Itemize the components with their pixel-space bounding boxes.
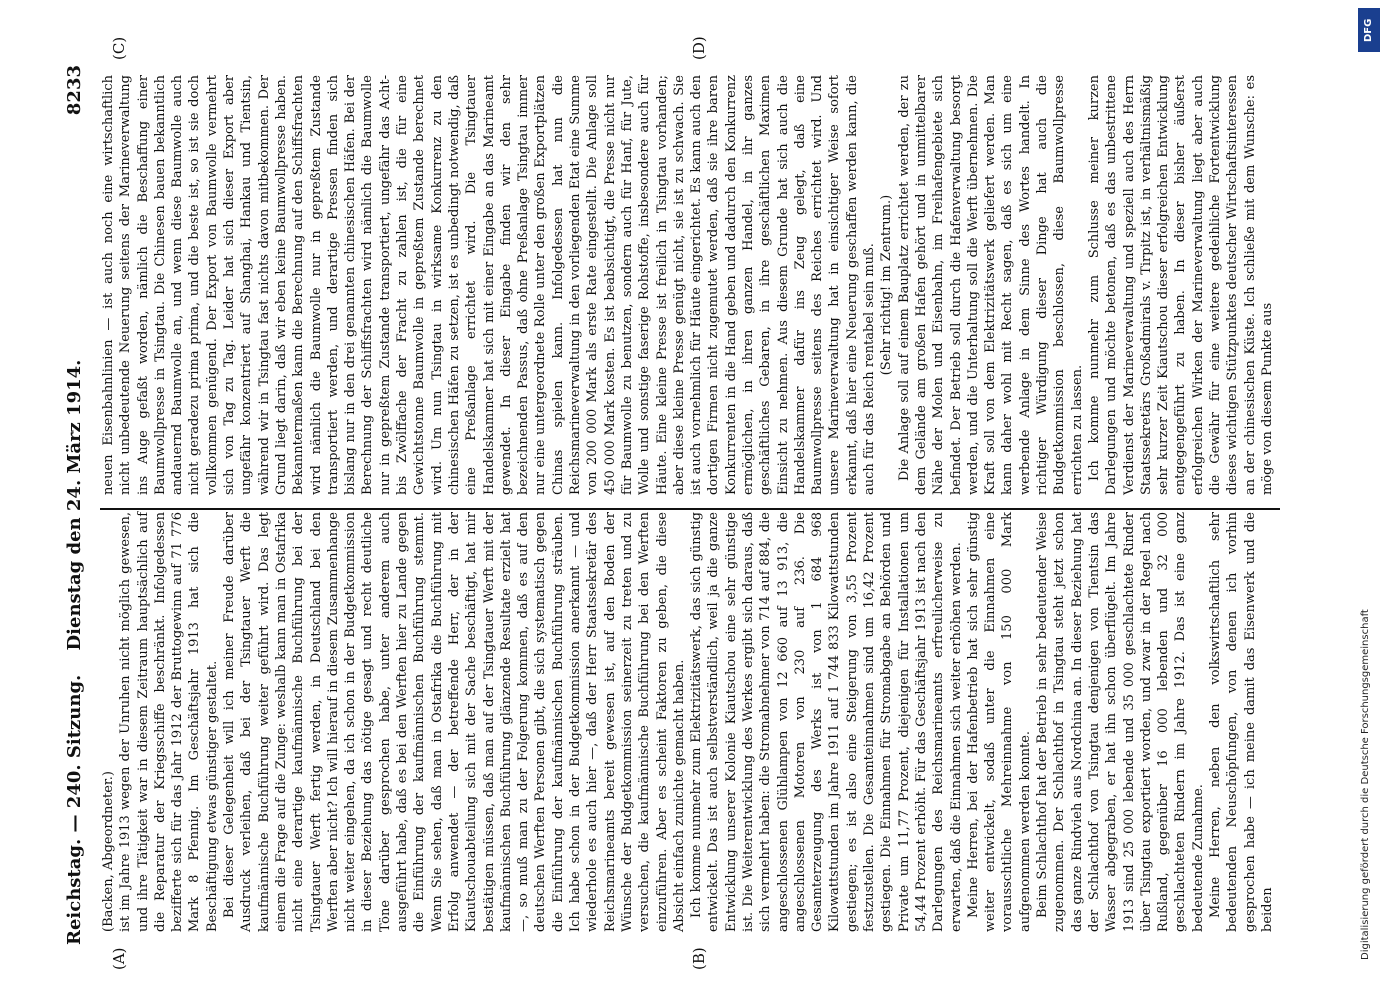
page-header <box>60 65 94 945</box>
page-number: 8233 <box>64 65 85 116</box>
left-column <box>100 512 1275 932</box>
paragraph: Ich komme nunmehr zum Elektrizitätswerk, das sich günstig entwickelt. Das ist auch selbstverständlich, weil ja die ganze Entwicklung unserer Kolonie Kiautschou eine sehr günstige ist. Die Weiterentwicklung des Werkes ergibt sich daraus, daß sich vermehrt haben: die Stromabnehmer von 714 auf 884, die angeschlossenen Glühlampen von 12 660 auf 13 913, die angeschlossenen Motoren von 230 auf 236. Die Gesamterzeugung des Werks ist von 1 684 968 Kilowattstunden im Jahre 1911 auf 1 744 833 Kilowattstunden gestiegen; es ist also eine Steigerung von 3,55 Prozent festzustellen. Die Gesamteinnahmen sind um 16,42 Prozent gestiegen. Die Einnahmen für Stromabgabe an Behörden und Private um 11,77 Prozent, diejenigen für Installationen um 54,44 Prozent erhöht. Für das Geschäftsjahr 1913 ist nach den Darlegungen des Reichsmarineamts erfreulicherweise zu erwarten, daß die Einnahmen sich weiter erhöhen werden. <box>689 512 964 932</box>
right-column <box>100 75 1275 495</box>
right-margin-strip <box>1352 0 1383 1000</box>
paragraph: ist im Jahre 1913 wegen der Unruhen nicht möglich gewesen, und ihre Tätigkeit war in diesem Zeitraum hauptsächlich auf die Reparatur der Kriegsschiffe beschränkt. Infolgedessen bezifferte sich für das Jahr 1912 der Bruttogewinn auf 71 776 Mark 8 Pfennig. Im Geschäftsjahr 1913 hat sich die Beschäftigung etwas günstiger gestaltet. <box>118 512 220 932</box>
paragraph: Ich komme nunmehr zum Schlusse meiner kurzen Darlegungen und möchte betonen, daß es das unbestrittene Verdienst der Marineverwaltung und speziell auch des Herrn Staatssekretärs Großadmirals v. Tirpitz ist, in verhältnismäßig sehr kurzer Zeit Kiautschou dieser erfolgreichen Entwicklung entgegengeführt zu haben. In dieser bisher äußerst erfolgreichen Wirken der Marineverwaltung liegt aber auch die Gewähr für eine weitere gedeihliche Fortentwicklung dieses wichtigen Stützpunktes deutscher Wirtschaftsinteressen an der chinesischen Küste. Ich schließe mit dem Wunsche: es möge von diesem Punkte aus <box>1086 75 1275 495</box>
speaker-line: (Backen, Abgeordneter.) <box>101 771 116 932</box>
paragraph: neuen Eisenbahnlinien — ist auch noch eine wirtschaftlich nicht unbedeutende Neuerung seitens der Marineverwaltung ins Auge gefaßt worden, nämlich die Beschaffung einer Baumwollpresse in Tsingtau. Die Chinesen bauen bekanntlich andauernd Baumwolle an, und wenn diese Baumwolle auch nicht geradezu prima prima, und die beste ist, so ist sie doch vollkommen genügend. Der Export von Baumwolle vermehrt sich von Tag zu Tag. Leider hat sich dieser Export aber ungefähr konzentriert auf Shanghai, Hankau und Tientsin, während wir in Tsingtau fast nichts davon mitbekommen. Der Grund liegt darin, daß wir eben keine Baumwollpresse haben. Bekanntermaßen kann die Berechnung auf den Schiffsfrachten wird nämlich die Baumwolle nur in gepreßtem Zustande transportiert werden, und derartige Pressen finden sich bislang nur in den drei genannten chinesischen Häfen. Bei der Berechnung der Schiffsfrachten wird nämlich die Baumwolle nur in gepreßtem Zustande transportiert, ungefähr das Acht- bis Zwölffache der Fracht zu zahlen ist, die für eine Gewichtstonne Baumwolle in gepreßtem Zustande berechnet wird. Um nun Tsingtau in wirksame Konkurrenz zu den chinesischen Häfen zu setzen, ist es unbedingt notwendig, daß eine Preßanlage errichtet wird. Die Tsingtauer Handelskammer hat sich mit einer Eingabe an das Marineamt gewendet. In dieser Eingabe finden wir den sehr bezeichnenden Passus, daß ohne Preßanlage Tsingtau immer nur eine untergeordnete Rolle unter den großen Exportplätzen Chinas spielen kann. Infolgedessen hat nun die Reichsmarineverwaltung in den vorliegenden Etat eine Summe von 200 000 Mark als erste Rate eingestellt. Die Anlage soll 450 000 Mark kosten. Es ist beabsichtigt, die Presse nicht nur für Baumwolle zu benutzen, sondern auch für Hanf, für Jute, Wolle und sonstige faserige Rohstoffe, insbesondere auch für Häute. Eine kleine Presse ist freilich in Tsingtau vorhanden; aber diese kleine Presse genügt nicht, sie ist zu schwach. Sie ist auch vornehmlich für Häute eingerichtet. Es kann auch den dortigen Firmen nicht zugemutet werden, daß sie ihre baren Konkurrenten in die Hand geben und dadurch den Konkurrenz ermöglichen, in ihren ganzen Handel, in ihr ganzes geschäftliches Gebaren, in ihre geschäftlichen Maximen Einsicht zu nehmen. Aus diesem Grunde hat sich auch die Handelskammer dafür ins Zeug gelegt, daß eine Baumwollpresse seitens des Reiches errichtet wird. Und unsere Marineverwaltung hat in einsichtiger Weise sofort erkannt, daß hier eine Neuerung geschaffen werden kann, die auch für das Reich rentabel sein muß. <box>101 75 878 495</box>
header-date: Dienstag den 24. März 1914. <box>64 359 85 651</box>
margin-marker-a: (A) <box>110 947 128 970</box>
margin-marker-d: (D) <box>690 36 708 60</box>
paragraph: Bei dieser Gelegenheit will ich meiner Freude darüber Ausdruck verleihen, daß bei der Tsingtauer Werft die kaufmännische Buchführung weiter geführt wird. Das legt einem die Frage auf die Zunge: weshalb kann man in Ostafrika nicht eine derartige kaufmännische Buchführung bei der Tsingtauer Werft fertig werden, in Deutschland bei den Werften aber nicht? Ich will hierauf in diesem Zusammenhange nicht weiter eingehen, da ich schon in der Budgetkommission in dieser Beziehung das nötige gesagt und recht deutliche Töne darüber gesprochen habe, unter anderem auch ausgeführt habe, daß es bei den Werften hier zu Lande gegen die Einführung der kaufmännischen Buchführung stemmt. Wenn Sie sehen, daß man in Ostafrika die Buchführung mit Erfolg anwendet — der betreffende Herr, der in der Kiautschouabteilung sich mit der Sache beschäftigt, hat mir bestätigen müssen, daß man auf der Tsingtauer Werft mit der kaufmännischen Buchführung glänzende Resultate erzielt hat —, so muß man zu der Folgerung kommen, daß es auf den deutschen Werften Personen gibt, die sich systematisch gegen die Einführung der kaufmännischen Buchführung sträuben. Ich habe schon in der Budgetkommission anerkannt — und wiederhole es auch hier —, daß der Herr Staatssekretär des Reichsmarineamts bereit gewesen ist, auf den Boden der Wünsche der Budgetkommission seinerzeit zu treten und zu versuchen, die kaufmännische Buchführung bei den Werften einzuführen. Aber es scheint Faktoren zu geben, die diese Absicht einfach zunichte gemacht haben. <box>222 512 687 932</box>
margin-marker-c: (C) <box>110 36 128 60</box>
paragraph: Meine Herren, bei der Hafenbetrieb hat sich sehr günstig weiter entwickelt, sodaß unter die Einnahmen eine vorausschtliche Mehreinnahme von 150 000 Mark aufgenommen werden konnte. <box>965 512 1033 932</box>
digitization-credit: Digitalisierung gefördert durch die Deutsche Forschungsgemeinschaft <box>1360 609 1371 960</box>
paragraph: Beim Schlachthof hat der Betrieb in sehr bedeutender Weise zugenommen. Der Schlachthof in Tsingtau steht jetzt schon das ganze Rindvieh aus Nordchina an. In dieser Beziehung hat der Schlachthof von Tsingtau denjenigen von Tientsin das Wasser abgegraben, er hat ihn schon überflügelt. Im Jahre 1913 sind 25 000 lebende und 35 000 geschlachtete Rinder über Tsingtau exportiert worden, und zwar in der Regel nach Rußland, gegenüber 16 000 lebenden und 32 000 geschlachteten Rindern im Jahre 1912. Das ist eine ganz bedeutende Zunahme. <box>1035 512 1206 932</box>
paragraph: Die Anlage soll auf einem Bauplatz errichtet werden, der zu dem Gelände am großen Hafen gehört und in unmittelbarer Nähe der Molen und Eisenbahn, im Freihafengebiete sich befindet. Der Betrieb soll durch die Hafenverwaltung besorgt werden, und die Unterhaltung soll die Werft übernehmen. Die Kraft soll von dem Elektrizitätswerk geliefert werden. Man kann daher wohl mit Recht sagen, daß es sich um eine werbende Anlage in dem Sinne des Wortes handelt. In richtiger Würdigung dieser Dinge hat auch die Budgetkommission beschlossen, diese Baumwollpresse errichten zu lassen. <box>896 75 1085 495</box>
interjection: (Sehr richtig! im Zentrum.) <box>879 194 895 376</box>
paragraph: Meine Herren, neben den volkswirtschaftlich sehr bedeutenden Neuschöpfungen, von denen ich vorhin gesprochen habe — ich meine damit das Eisenwerk und die beiden <box>1208 512 1275 932</box>
column-divider <box>100 508 1280 510</box>
header-session: Reichstag. — 240. Sitzung. <box>64 674 85 945</box>
dfg-logo: DFG <box>1358 8 1380 52</box>
margin-marker-b: (B) <box>690 947 708 970</box>
